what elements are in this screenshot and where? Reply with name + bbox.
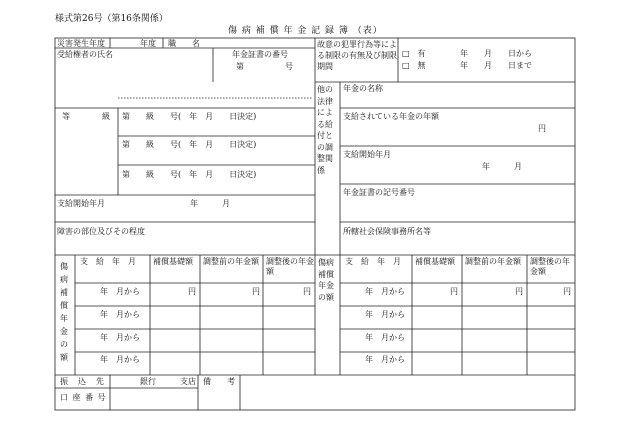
grade-line-2: 第 級 号( 年 月 日決定) — [122, 140, 257, 149]
remarks-label: 備 考 — [203, 377, 235, 386]
pension-amount-yen: 円 — [538, 124, 546, 133]
yen-unit: 円 — [188, 287, 196, 296]
form-number: 様式第26号（第16条関係） — [55, 14, 168, 24]
row-from: 年 月から — [100, 355, 140, 364]
injury-part-label: 障害の部位及びその程度 — [57, 227, 145, 236]
other-law-label: 他の法律による給付との調整関係 — [317, 85, 333, 175]
office-name-label: 所轄社会保険事務所名等 — [343, 227, 431, 236]
disaster-year-label: 災害発生年度 — [57, 39, 105, 48]
row-from: 年 月から — [100, 310, 140, 319]
cert-code-label: 年金証書の記号番号 — [343, 188, 415, 197]
col-header-before-adjust: 調整前の年金額 — [203, 257, 259, 266]
option-no[interactable]: □ 無 — [402, 61, 426, 70]
col-header-before-adjust: 調整前の年金額 — [465, 257, 521, 266]
col-header-payment-month: 支 給 年 月 — [80, 257, 136, 266]
pay-start-label: 支給開始年月 — [343, 150, 391, 159]
row-from: 年 月から — [100, 287, 140, 296]
pay-start-left-value: 年 月 — [190, 199, 230, 208]
row-from: 年 月から — [365, 287, 405, 296]
yen-unit: 円 — [303, 287, 311, 296]
grade-label: 等 級 — [62, 112, 112, 121]
yen-unit: 円 — [515, 287, 523, 296]
col-header-after-adjust: 調整後の年金額 — [266, 257, 314, 276]
pay-start-left-label: 支給開始年月 — [57, 199, 105, 208]
restriction-until: 年 月 日まで — [460, 61, 532, 70]
row-from: 年 月から — [365, 355, 405, 364]
col-header-base-amount: 補償基礎額 — [415, 257, 455, 266]
row-from: 年 月から — [100, 333, 140, 342]
bank-branch: 銀行 支店 — [140, 377, 196, 386]
col-header-base-amount: 補償基礎額 — [153, 257, 193, 266]
yen-unit: 円 — [252, 287, 260, 296]
pension-section-label-right: 傷病補償年金の額 — [318, 258, 334, 302]
yen-unit: 円 — [563, 287, 571, 296]
row-from: 年 月から — [365, 333, 405, 342]
year-suffix: 年度 — [140, 39, 156, 48]
row-from: 年 月から — [365, 310, 405, 319]
pension-name-label: 年金の名称 — [343, 84, 383, 93]
restriction-from: 年 月 日から — [460, 49, 532, 58]
cert-number-label: 年金証書の番号 — [232, 50, 288, 59]
account-number-label: 口 座 番 号 — [60, 393, 107, 402]
grade-line-1: 第 級 号( 年 月 日決定) — [122, 112, 257, 121]
restriction-label: 故意の犯罪行為等による制限の有無及び制限期間 — [317, 40, 397, 71]
option-yes[interactable]: □ 有 — [402, 49, 426, 58]
grade-line-3: 第 級 号( 年 月 日決定) — [122, 170, 257, 179]
pension-amount-label: 支給されている年金の年額 — [343, 112, 439, 121]
occupation-label: 職 名 — [168, 39, 200, 48]
cert-go: 号 — [285, 62, 293, 71]
col-header-after-adjust: 調整後の年金額 — [530, 257, 570, 276]
bank-label: 振 込 先 — [60, 377, 105, 386]
pension-section-label: 傷病補償年金の額 — [60, 262, 68, 362]
yen-unit: 円 — [450, 287, 458, 296]
recipient-name-label: 受給権者の氏名 — [57, 50, 113, 59]
page-title: 傷 病 補 償 年 金 記 録 簿 （表） — [228, 26, 383, 36]
cert-dai: 第 — [236, 62, 244, 71]
col-header-payment-month: 支 給 年 月 — [345, 257, 401, 266]
pay-start-value: 年 月 — [482, 162, 522, 171]
